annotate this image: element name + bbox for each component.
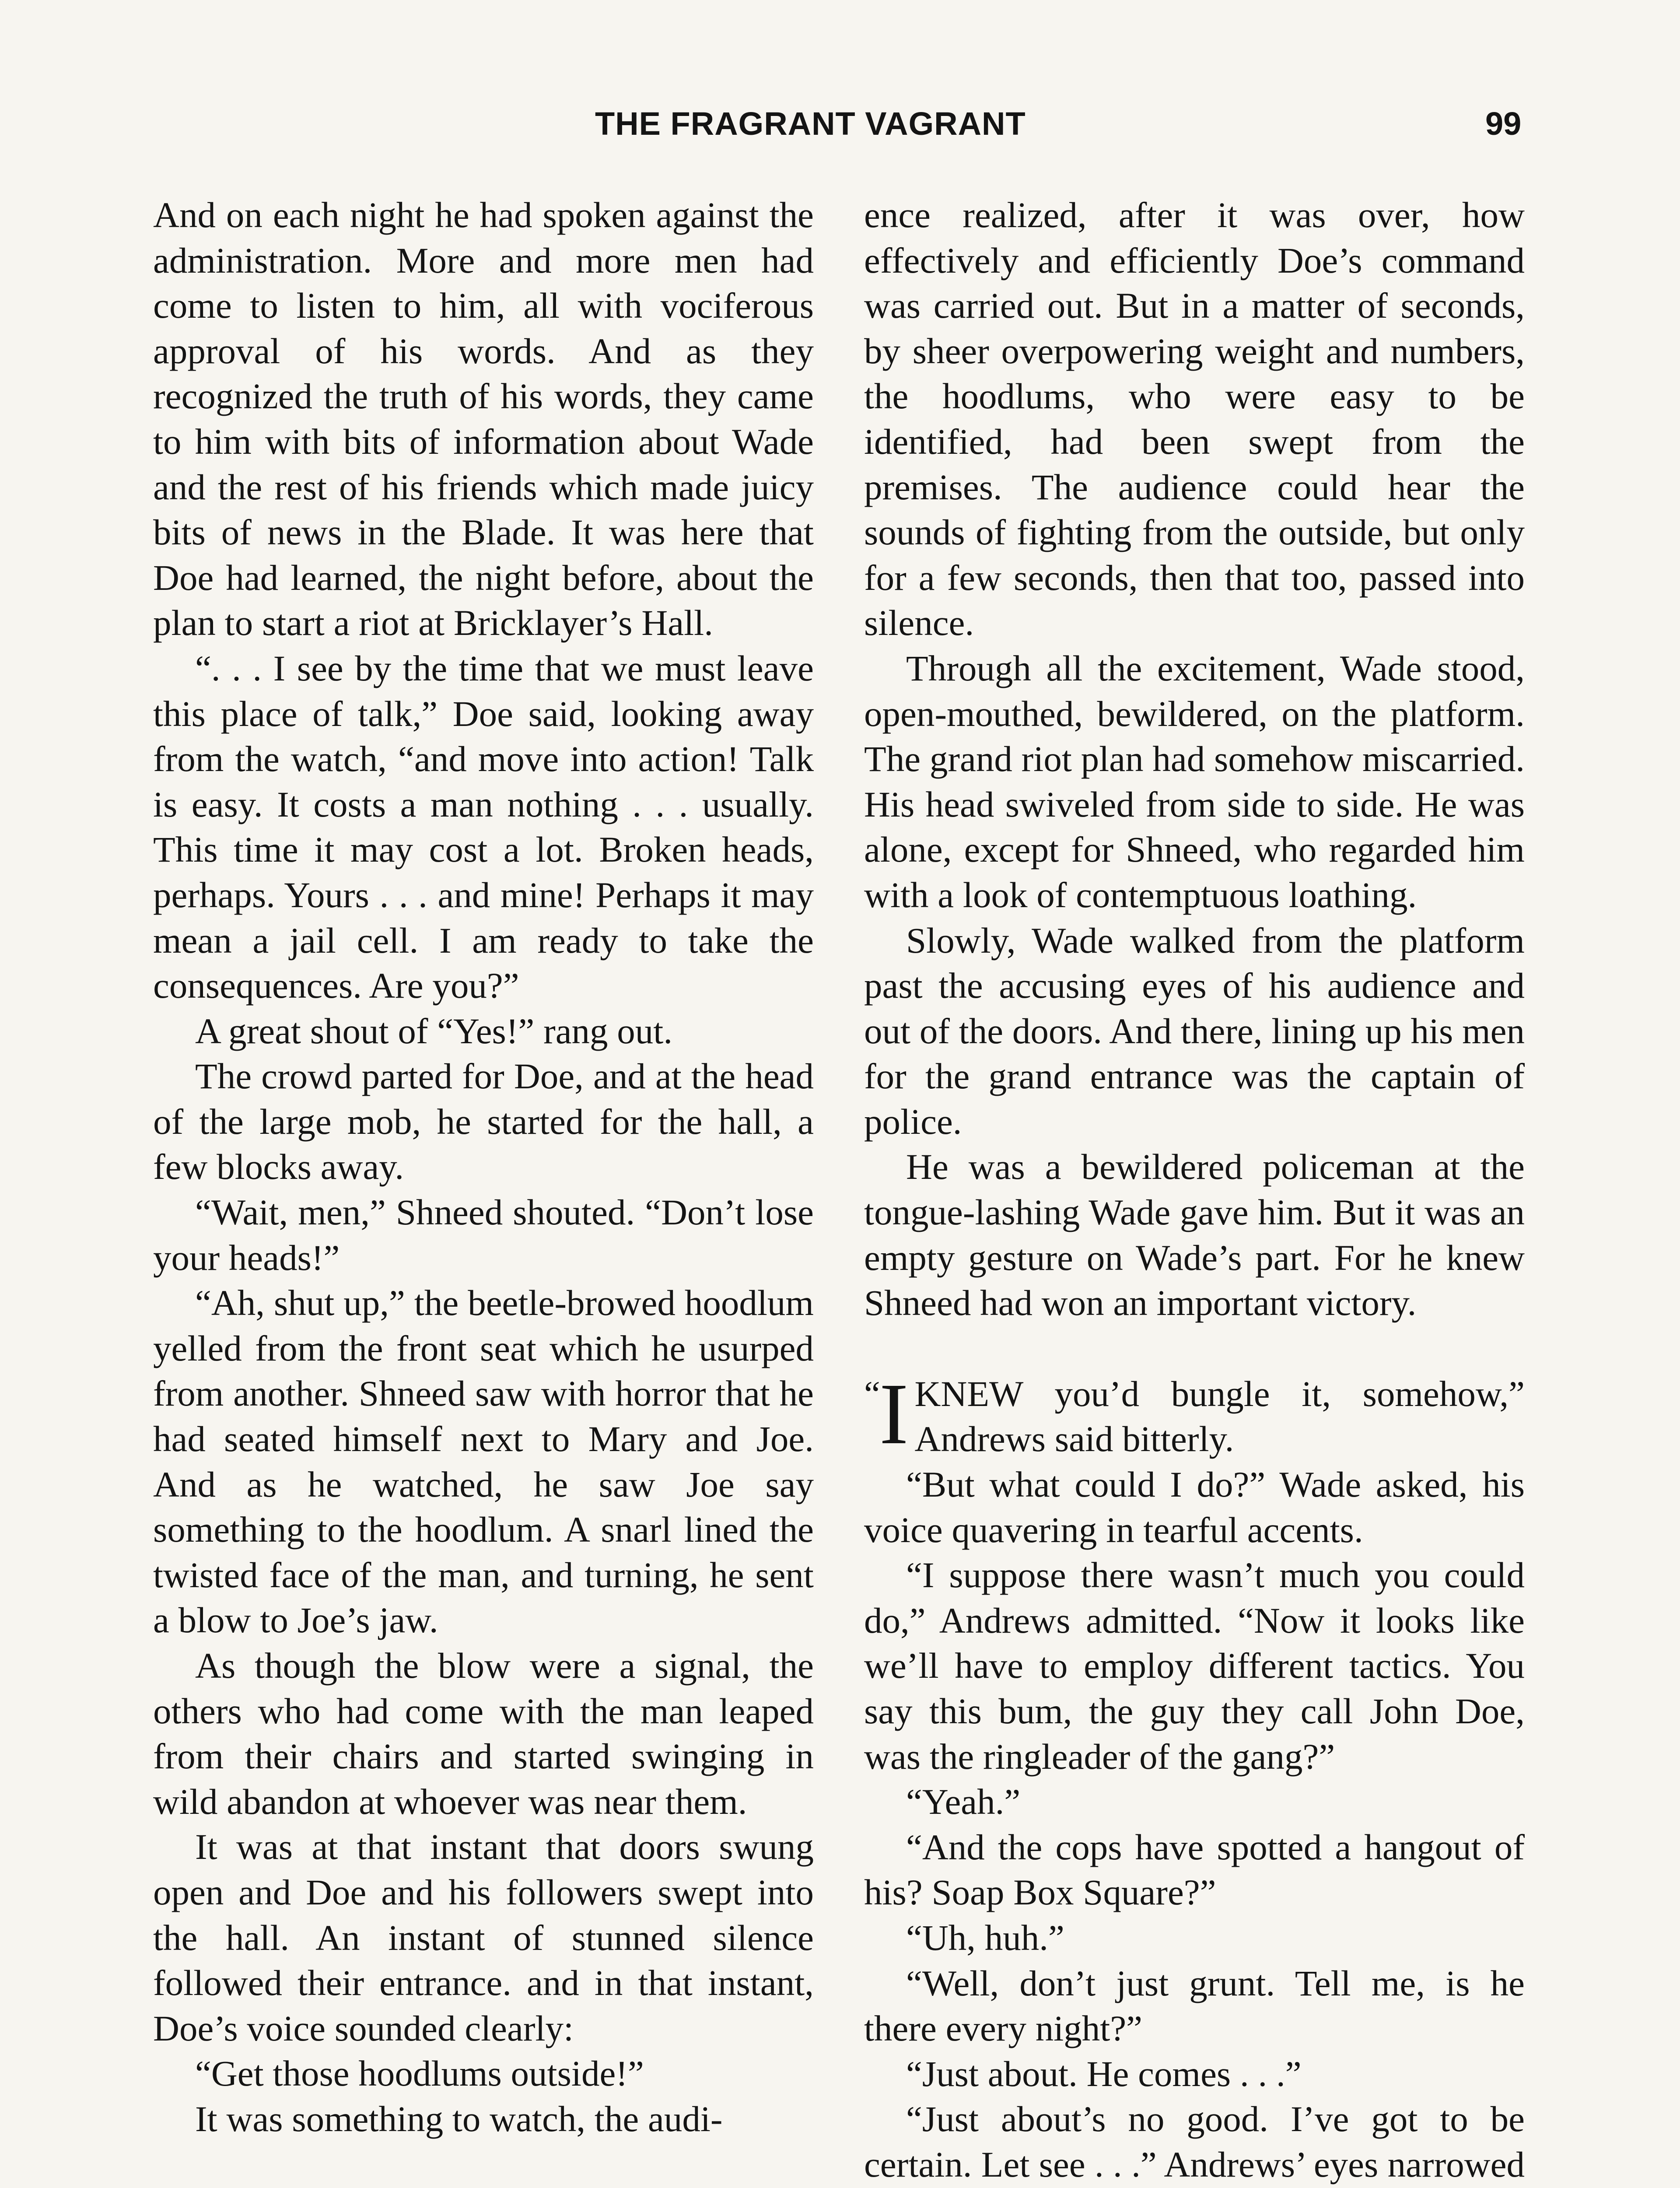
paragraph: “Wait, men,” Shneed shouted. “Don’t lose your heads!”: [153, 1192, 814, 1278]
paragraph: Slowly, Wade walked from the platform past the accusing eyes of his audience and out of the doors. And there, lining up his men for the grand entrance was the captain of police.: [864, 920, 1525, 1142]
dropcap-paragraph: [864, 1365, 1525, 1462]
paragraph: It was something to watch, the audi-: [195, 2098, 723, 2139]
paragraph: “Ah, shut up,” the beetle-browed hoodlum yelled from the front seat which he usurped from another. Shneed saw with horror that he had seated himself next to Mary and Joe. And as he watched, he saw Joe say something to the hoodlum. A snarl lined the twisted face of the man, and turning, he sent a blow to Joe’s jaw.: [153, 1283, 814, 1641]
open-quote: “: [864, 1373, 880, 1414]
paragraph: He was a bewildered policeman at the tongue-lashing Wade gave him. But it was an empty gesture on Wade’s part. For he knew Shneed had won an important victory.: [864, 1147, 1525, 1323]
paragraph: Through all the excitement, Wade stood, open-mouthed, bewildered, on the platform. The grand riot plan had somehow miscarried. His head swiveled from side to side. He was alone, except for Shneed, who regarded him with a look of contemptuous loathing.: [864, 648, 1525, 915]
page-number: 99: [1485, 105, 1522, 142]
paragraph: “Uh, huh.”: [906, 1917, 1064, 1958]
paragraph: And on each night he had spoken against the administration. More and more men had come to listen to him, all with vociferous approval of his words. And as they recognized the truth of his words, they came to him with bits of information about Wade and the rest of his friends which made juicy bits of news in the Blade. It was here that Doe had learned, the night before, about the plan to start a riot at Bricklayer’s Hall.: [153, 195, 814, 643]
paragraph: “And the cops have spotted a hangout of his? Soap Box Square?”: [864, 1827, 1525, 1913]
paragraph: “Yeah.”: [906, 1781, 1021, 1822]
paragraph: “I suppose there wasn’t much you could do,” Andrews admitted. “Now it looks like we’ll have to employ different tactics. You say this bum, the guy they call John Doe, was the ringleader of the gang?”: [864, 1555, 1525, 1777]
paragraph: “Get those hoodlums outside!”: [195, 2053, 644, 2094]
paragraph: “Just about’s no good. I’ve got to be certain. Let see . . .” Andrews’ eyes narrowed: [864, 2099, 1525, 2184]
paragraph: “. . . I see by the time that we must leave this place of talk,” Doe said, looking away from the watch, “and move into action! Talk is easy. It costs a man nothing . . . usually. This time it may cost a lot. Broken heads, perhaps. Yours . . . and mine! Perhaps it may mean a jail cell. I am ready to take the consequences. Are you?”: [153, 648, 814, 1006]
paragraph: “Well, don’t just grunt. Tell me, is he there every night?”: [864, 1963, 1525, 2049]
section-break: [864, 1326, 1525, 1371]
dropcap-text: KNEW you’d bungle it, somehow,” Andrews said bitterly.: [914, 1373, 1525, 1459]
paragraph: The crowd parted for Doe, and at the head of the large mob, he started for the hall, a few blocks away.: [153, 1056, 814, 1187]
drop-cap: I: [879, 1365, 909, 1462]
left-column: [153, 193, 814, 2142]
right-column: [864, 193, 1525, 2188]
page-header: [0, 105, 1680, 153]
paragraph: It was at that instant that doors swung open and Doe and his followers swept into the hall. An instant of stunned silence followed their entrance. and in that instant, Doe’s voice sounded clearly:: [153, 1827, 814, 2048]
paragraph: ence realized, after it was over, how effectively and efficiently Doe’s command was carried out. But in a matter of seconds, by sheer overpowering weight and numbers, the hoodlums, who were easy to be identified, had been swept from the premises. The audience could hear the sounds of fighting from the outside, but only for a few seconds, then that too, passed into silence.: [864, 195, 1525, 643]
paragraph: A great shout of “Yes!” rang out.: [195, 1010, 673, 1051]
paragraph: As though the blow were a signal, the others who had come with the man leaped from their chairs and started swinging in wild abandon at whoever was near them.: [153, 1645, 814, 1822]
paragraph: “Just about. He comes . . .”: [906, 2053, 1302, 2094]
paragraph: “But what could I do?” Wade asked, his voice quavering in tearful accents.: [864, 1464, 1525, 1550]
running-title: THE FRAGRANT VAGRANT: [595, 105, 1026, 142]
